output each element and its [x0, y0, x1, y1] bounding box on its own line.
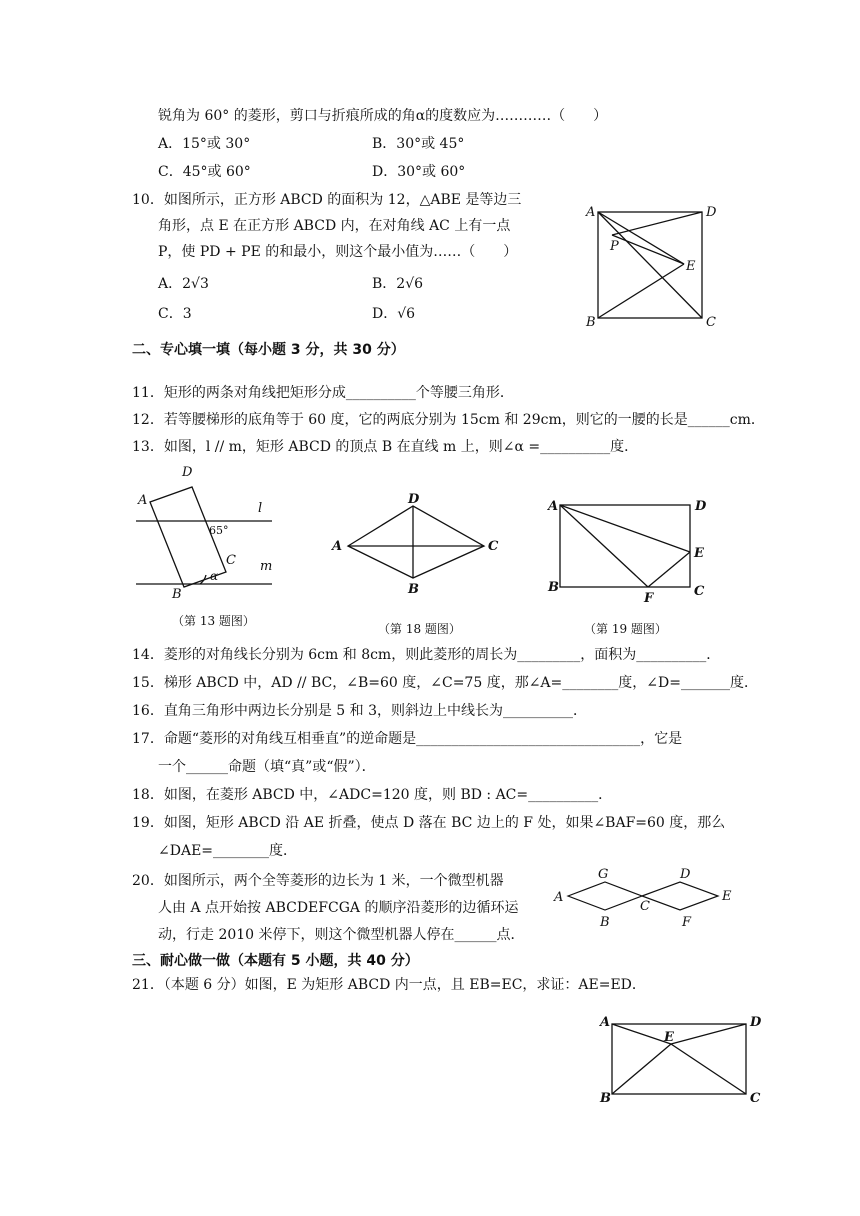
label-a: A — [600, 1015, 611, 1030]
q16: 16．直角三角形中两边长分别是 5 和 3，则斜边上中线长为__________． — [132, 703, 587, 719]
q17-line-1: 17．命题“菱形的对角线互相垂直”的逆命题是________________________________，它是 — [132, 731, 683, 747]
label-angle-65: 65° — [209, 524, 229, 537]
section-3-heading: 三、耐心做一做（本题有 5 小题，共 40 分） — [132, 953, 419, 969]
label-e: E — [686, 259, 696, 274]
label-f: F — [682, 915, 692, 930]
segment-pe — [612, 235, 684, 264]
label-b: B — [172, 587, 182, 600]
rectangle-abcd — [560, 505, 690, 587]
figure-q10 — [578, 200, 728, 335]
q20-line-1: 20．如图所示，两个全等菱形的边长为 1 米，一个微型机器 — [132, 873, 504, 889]
q20-line-2: 人由 A 点开始按 ABCDEFCGA 的顺序沿菱形的边循环运 — [158, 900, 519, 916]
caption-fig13: （第 13 题图） — [172, 614, 255, 628]
label-c: C — [706, 315, 716, 330]
q18: 18．如图，在菱形 ABCD 中，∠ADC=120 度，则 BD : AC=__________． — [132, 787, 613, 803]
label-alpha: α — [210, 569, 219, 583]
q9-option-b: B．30°或 45° — [372, 136, 465, 152]
label-e: E — [722, 889, 732, 904]
label-a: A — [138, 493, 148, 508]
q21: 21．（本题 6 分）如图，E 为矩形 ABCD 内一点，且 EB=EC，求证：AE=ED． — [132, 977, 646, 993]
q10-line-1: 10．如图所示，正方形 ABCD 的面积为 12，△ABE 是等边三 — [132, 192, 522, 208]
label-a: A — [586, 205, 596, 220]
label-g: G — [598, 867, 609, 882]
label-f: F — [644, 591, 654, 603]
q9-option-d: D．30°或 60° — [372, 164, 466, 180]
q11: 11．矩形的两条对角线把矩形分成__________个等腰三角形． — [132, 385, 514, 401]
label-d: D — [182, 465, 193, 480]
rhombus-cdef — [642, 882, 718, 910]
segment-fe — [648, 552, 690, 587]
q10-line-3: P，使 PD + PE 的和最小，则这个最小值为……（ ） — [158, 244, 518, 260]
figure-q19 — [540, 493, 710, 603]
label-d: D — [706, 205, 717, 220]
label-d: D — [408, 492, 420, 507]
label-m: m — [260, 559, 273, 574]
q12: 12．若等腰梯形的底角等于 60 度，它的两底分别为 15cm 和 29cm，则它的一腰的长是______cm． — [132, 412, 765, 428]
q14: 14．菱形的对角线长分别为 6cm 和 8cm，则此菱形的周长为_________，面积为__________． — [132, 647, 721, 663]
label-a: A — [548, 499, 559, 514]
figure-q21 — [596, 1010, 766, 1110]
q9-option-a: A．15°或 30° — [158, 136, 251, 152]
q19-line-2: ∠DAE=________度． — [158, 843, 298, 859]
q13: 13．如图，l // m，矩形 ABCD 的顶点 B 在直线 m 上，则∠α =__________度． — [132, 439, 639, 455]
segment-de — [671, 1024, 746, 1044]
label-d: D — [750, 1015, 762, 1030]
rhombus-abcg — [568, 882, 642, 910]
segment-pd — [612, 212, 702, 235]
figure-q13 — [130, 460, 290, 600]
q10-option-b: B．2√6 — [372, 276, 424, 292]
q10-line-2: 角形，点 E 在正方形 ABCD 内，在对角线 AC 上有一点 — [158, 218, 511, 234]
label-e: E — [664, 1030, 674, 1045]
label-c: C — [640, 899, 650, 914]
q9-option-c: C．45°或 60° — [158, 164, 251, 180]
q10-option-c: C．3 — [158, 306, 192, 322]
segment-ae — [612, 1024, 671, 1044]
figure-q20 — [550, 866, 750, 936]
label-d: D — [695, 499, 707, 514]
q10-option-d: D．√6 — [372, 306, 416, 322]
q17-line-2: 一个______命题（填“真”或“假”）． — [158, 759, 376, 775]
label-a: A — [332, 539, 343, 554]
caption-fig19: （第 19 题图） — [584, 622, 667, 636]
label-l: l — [258, 501, 263, 516]
label-e: E — [694, 546, 704, 561]
label-b: B — [548, 580, 559, 595]
segment-be — [598, 264, 684, 318]
segment-af — [560, 505, 648, 587]
label-c: C — [750, 1091, 761, 1106]
label-a: A — [554, 890, 564, 905]
segment-be — [612, 1044, 671, 1094]
q9-stem-continued: 锐角为 60° 的菱形，剪口与折痕所成的角α的度数应为…………（ ） — [158, 108, 608, 124]
segment-ce — [671, 1044, 746, 1094]
q10-option-a: A．2√3 — [158, 276, 209, 292]
section-2-heading: 二、专心填一填（每小题 3 分，共 30 分） — [132, 342, 405, 358]
caption-fig18: （第 18 题图） — [378, 622, 461, 636]
rhombus-abcd — [348, 506, 484, 578]
label-c: C — [694, 584, 705, 599]
fold-ae — [560, 505, 690, 552]
label-c: C — [226, 553, 236, 568]
label-b: B — [408, 582, 419, 597]
label-b: B — [600, 1091, 611, 1106]
label-c: C — [488, 539, 499, 554]
figure-q18 — [328, 492, 508, 602]
label-d: D — [680, 867, 691, 882]
q15: 15．梯形 ABCD 中，AD // BC，∠B=60 度，∠C=75 度，那∠A=________度，∠D=_______度． — [132, 675, 758, 691]
label-b: B — [586, 315, 596, 330]
q20-line-3: 动，行走 2010 米停下，则这个微型机器人停在______点． — [158, 927, 525, 943]
rectangle-abcd — [612, 1024, 746, 1094]
q19-line-1: 19．如图，矩形 ABCD 沿 AE 折叠，使点 D 落在 BC 边上的 F 处，如果∠BAF=60 度，那么 — [132, 815, 726, 831]
label-p: P — [610, 239, 619, 254]
label-b: B — [600, 915, 610, 930]
